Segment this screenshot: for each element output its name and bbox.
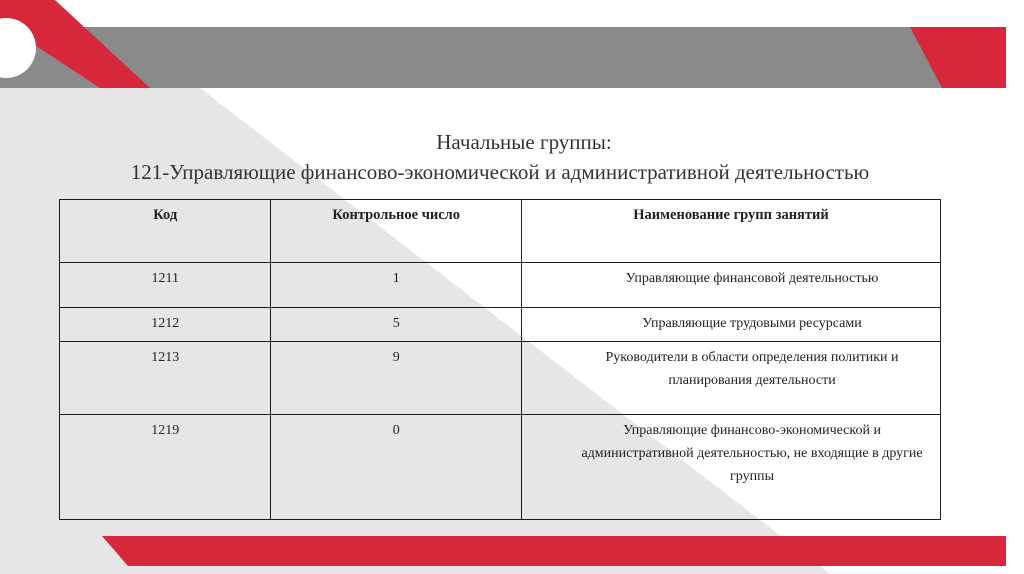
cell-code: 1211: [60, 263, 271, 308]
cell-group-name: Управляющие финансово-экономической и административной деятельностью, не входящие в другие группы: [522, 415, 941, 520]
bottom-red-band: [102, 536, 1006, 566]
table-header-row: [60, 200, 941, 263]
cell-code: 1219: [60, 415, 271, 520]
cell-code: 1212: [60, 308, 271, 342]
cell-check-number: 5: [271, 308, 522, 342]
cell-check-number: 9: [271, 342, 522, 415]
table-row: [60, 263, 941, 308]
table-row: [60, 342, 941, 415]
occupation-groups-table: [59, 199, 941, 520]
title-line-2: 121-Управляющие финансово-экономической и административной деятельностью: [130, 160, 870, 184]
header-check-number: Контрольное число: [271, 200, 522, 263]
top-gray-band: [0, 27, 1006, 88]
cell-group-name: Руководители в области определения политики и планирования деятельности: [522, 342, 941, 415]
header-group-name: Наименование групп занятий: [522, 200, 941, 263]
cell-code: 1213: [60, 342, 271, 415]
header-code: Код: [60, 200, 271, 263]
cell-check-number: 1: [271, 263, 522, 308]
title-line-1: Начальные группы:: [436, 130, 612, 154]
cell-group-name: Управляющие трудовыми ресурсами: [522, 308, 941, 342]
table-row: [60, 415, 941, 520]
slide-title: [0, 128, 1024, 186]
cell-group-name: Управляющие финансовой деятельностью: [522, 263, 941, 308]
cell-check-number: 0: [271, 415, 522, 520]
table-row: [60, 308, 941, 342]
